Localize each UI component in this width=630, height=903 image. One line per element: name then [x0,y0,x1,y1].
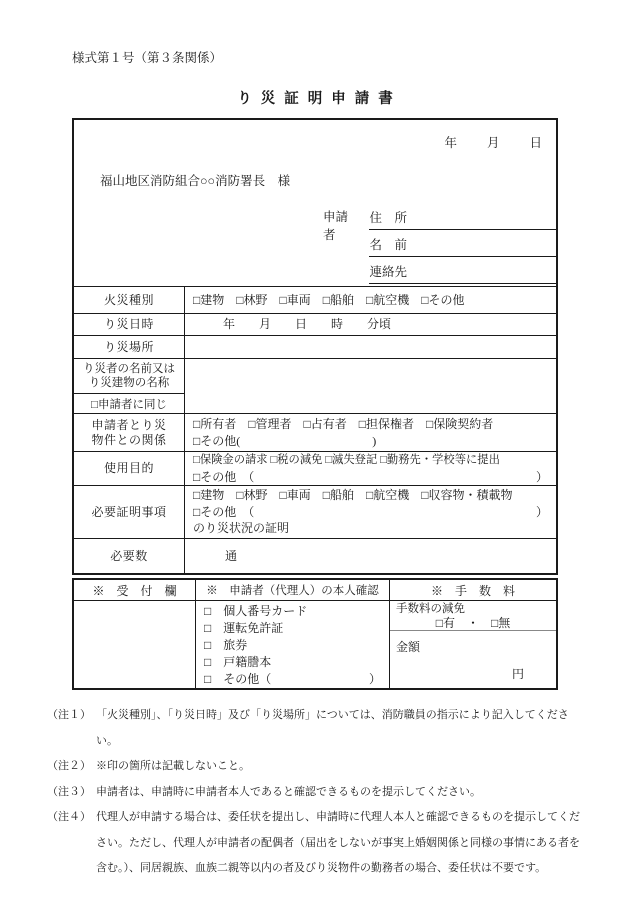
note-2 [47,754,585,780]
purpose-options[interactable]: □保険金の請求 □税の減免 □滅失登記 □勤務先・学校等に提出 [193,454,500,466]
fire-type-row [74,286,556,313]
main-table [74,286,556,573]
note-4 [47,805,585,882]
victim-row [74,358,556,413]
note-1-text: 「火災種別」、「り災日時」及び「り災場所」については、消防職員の指示により記入してください。 [96,709,569,747]
fee-currency-label: 円 [511,667,524,681]
note-2-prefix: （注２） [47,760,91,772]
page-title: り災証明申請書 [237,91,402,107]
certify-other-option[interactable]: □その他 （ ） [193,504,548,519]
reception-stamp-area[interactable] [74,601,196,688]
place-label: り災場所 [74,336,185,358]
identity-option-license[interactable]: □ 運転免許証 [204,621,284,635]
fire-type-label: 火災種別 [74,287,185,313]
note-3-prefix: （注３） [47,785,91,798]
certify-suffix-text: のり災状況の証明 [193,521,290,536]
datetime-value[interactable]: 年 月 日 時 分頃 [223,317,392,332]
identity-check-header: ※ 申請者（代理人）の本人確認 [196,580,390,600]
date-day-label[interactable]: 日 [529,136,542,150]
datetime-label: り災日時 [74,314,185,335]
footnotes [47,703,585,882]
main-form-box [72,118,558,575]
identity-check-options [196,601,390,688]
same-as-applicant-checkbox[interactable]: □申請者に同じ [91,398,167,411]
fee-amount-label: 金額 [396,640,421,654]
copies-value-cell[interactable]: 通 [225,548,238,563]
applicant-name-field[interactable]: 名 前 [369,230,556,257]
date-line [444,133,542,151]
office-use-body [74,601,556,688]
place-row [74,335,556,358]
place-input-cell[interactable] [185,336,556,358]
fee-header: ※ 手 数 料 [430,583,515,598]
purpose-label: 使用目的 [74,452,185,485]
purpose-other-option[interactable]: □その他 （ ） [193,469,548,484]
fee-exemption-options[interactable]: □有 ・ □無 [435,616,511,630]
note-1 [47,703,585,754]
victim-input-cell[interactable] [185,359,556,413]
note-3 [47,780,585,806]
relation-other-option[interactable]: □その他( ) [193,433,377,448]
victim-name-label: り災者の名前又は り災建物の名称 [74,359,184,394]
identity-option-other[interactable]: □ その他（ ） [204,672,381,686]
reception-header: ※ 受 付 欄 [74,580,196,600]
fee-amount-cell[interactable] [390,631,556,688]
date-year-label[interactable]: 年 [444,136,457,150]
addressee-text: 福山地区消防組合○○消防署長 様 [100,174,291,188]
note-4-prefix: （注４） [47,811,91,823]
applicant-address-field[interactable]: 住 所 [369,203,556,230]
note-2-text: ※印の箇所は記載しないこと。 [96,760,250,772]
relation-row [74,413,556,451]
identity-option-passport[interactable]: □ 旅券 [204,638,248,652]
fire-type-options[interactable]: □建物 □林野 □車両 □船舶 □航空機 □その他 [193,292,465,307]
purpose-row [74,451,556,485]
certify-label: 必要証明事項 [74,486,185,538]
form-number-text: 様式第１号（第３条関係） [72,51,223,65]
office-use-table [72,578,558,690]
fee-exemption-label: 手数料の減免 [396,603,465,615]
office-use-header-row [74,580,556,601]
note-3-text: 申請者は、申請時に申請者本人であると確認できるものを提示してください。 [96,785,481,798]
certify-row [74,485,556,538]
applicant-contact-field[interactable]: 連絡先 [369,257,556,284]
identity-option-family-register[interactable]: □ 戸籍謄本 [204,655,272,669]
relation-label: 申請者とり災 物件との関係 [74,414,185,451]
certify-options[interactable]: □建物 □林野 □車両 □船舶 □航空機 □収容物・積載物 [193,488,513,503]
identity-option-mynumber[interactable]: □ 個人番号カード [204,604,308,618]
applicant-fields [369,203,556,284]
applicant-label: 申請者 [323,210,349,242]
note-1-prefix: （注１） [47,709,91,721]
copies-row [74,538,556,573]
note-4-text: 代理人が申請する場合は、委任状を提出し、申請時に代理人本人と確認できるものを提示してください。ただし、代理人が申請者の配偶者（届出をしないが事実上婚姻関係と同様の事情にある者を含む。）、同居親族、血族二親等以内の者及びり災物件の勤務者の場合、委任状は不要です。 [96,811,580,874]
applicant-block [323,203,556,284]
relation-options[interactable]: □所有者 □管理者 □占有者 □担保権者 □保険契約者 [193,417,494,431]
fee-column [390,601,556,688]
date-month-label[interactable]: 月 [486,136,500,150]
copies-label: 必要数 [74,539,185,573]
datetime-row [74,313,556,335]
fee-exemption-cell [390,601,556,631]
